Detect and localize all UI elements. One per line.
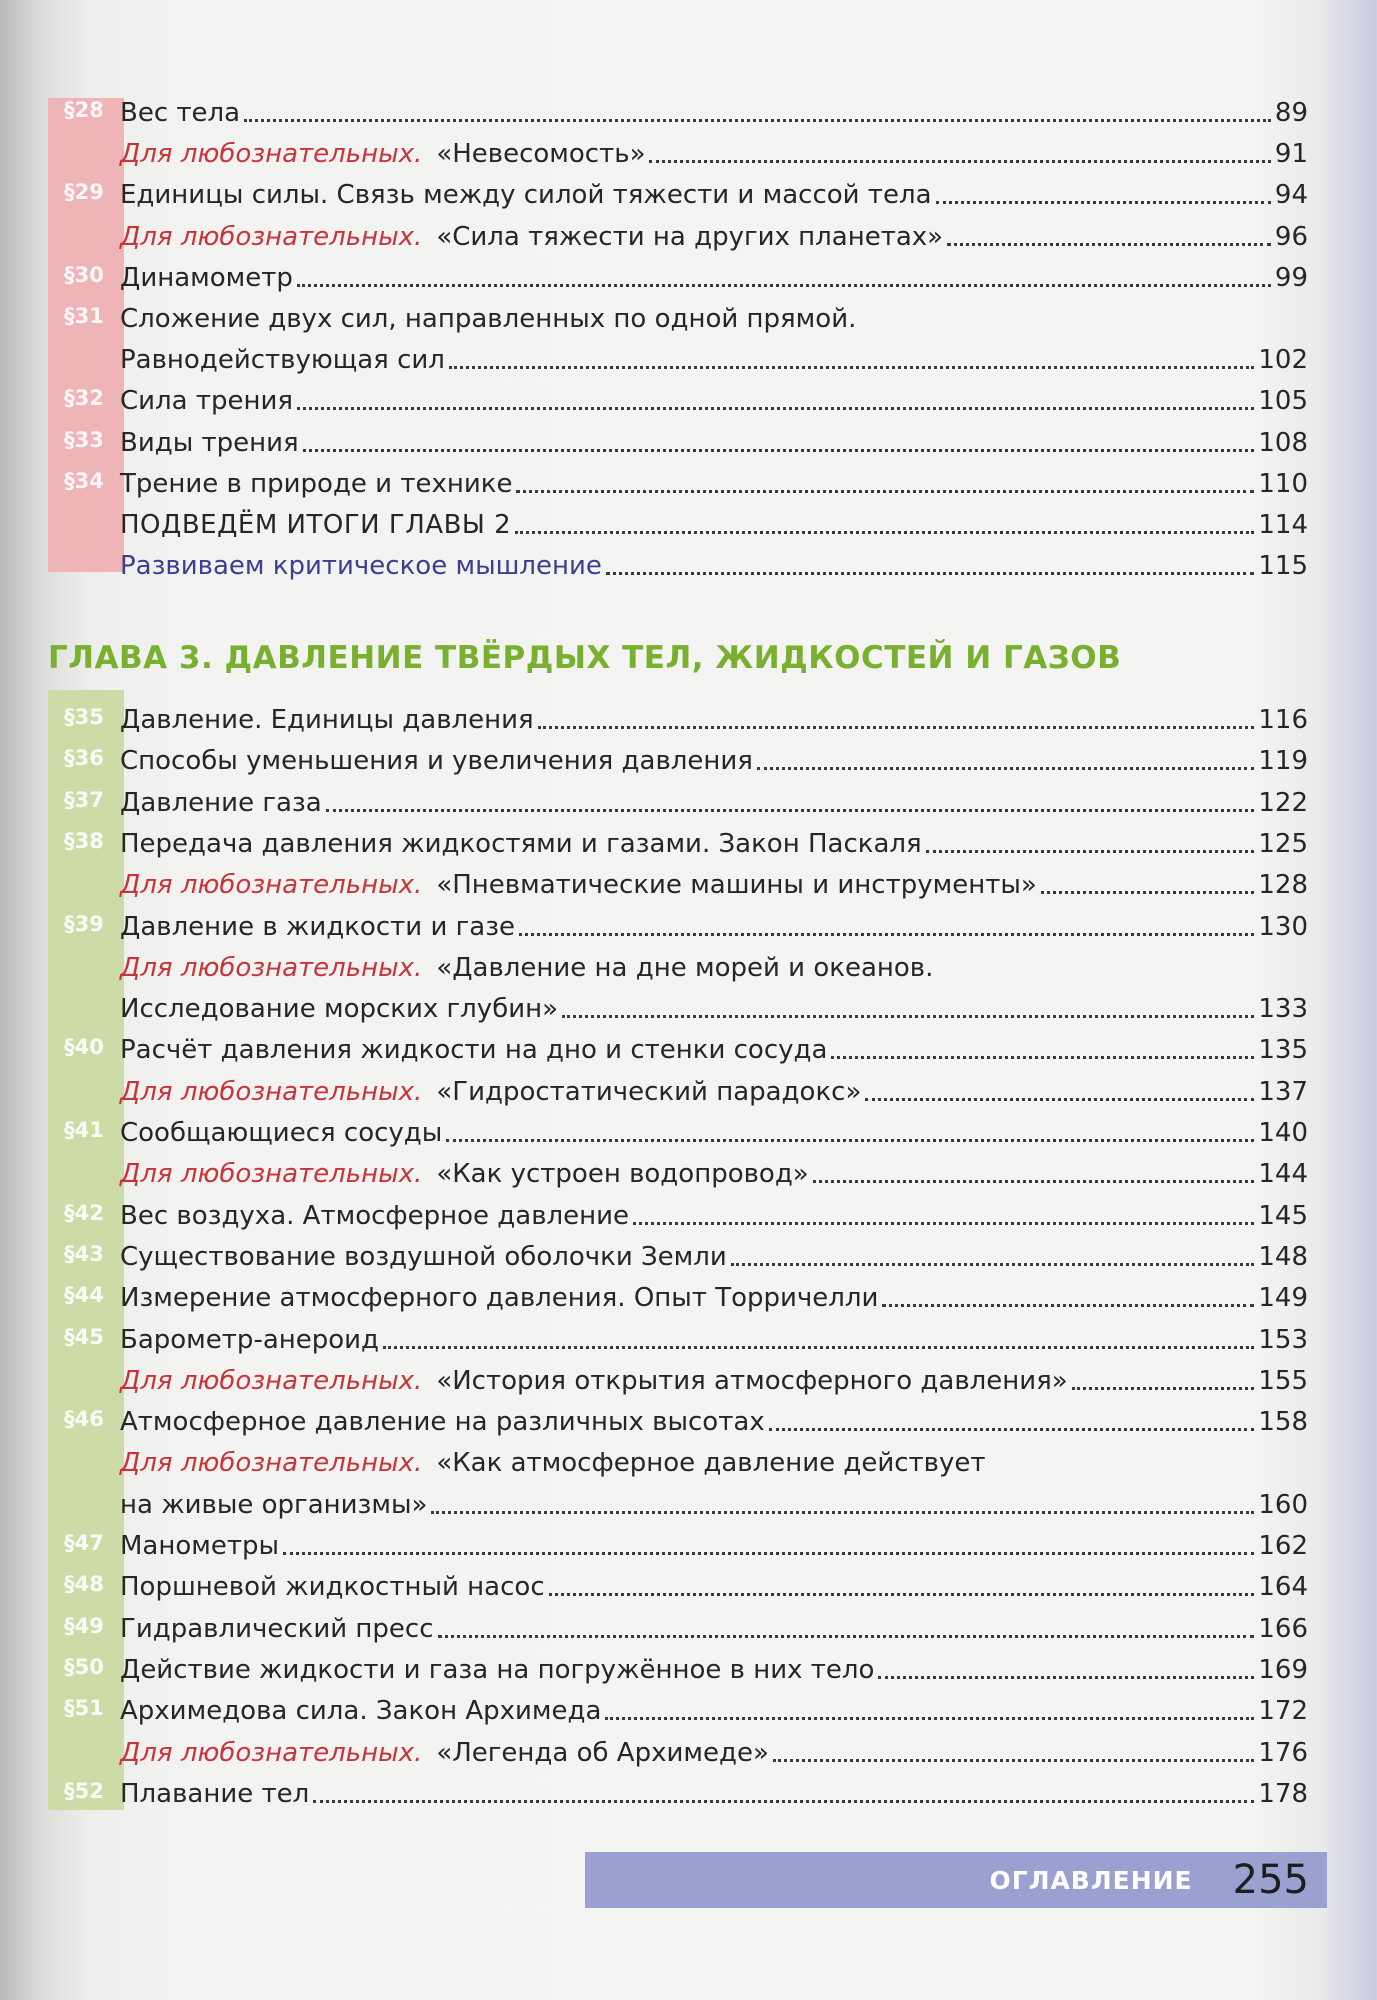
entry-title: Единицы силы. Связь между силой тяжести и массой тела [120, 180, 932, 211]
leader-dots [649, 160, 1270, 163]
entry-text [120, 178, 1308, 212]
toc-entry [48, 543, 1308, 583]
entry-page: 96 [1274, 221, 1308, 252]
toc-entry [48, 1193, 1308, 1233]
leader-dots [605, 1717, 1254, 1720]
entry-title: Сила трения [120, 386, 294, 417]
section-number: §40 [64, 1035, 104, 1060]
entry-title: Архимедова сила. Закон Архимеда [120, 1696, 602, 1727]
entry-page: 166 [1258, 1613, 1308, 1644]
section-number: §36 [64, 746, 104, 771]
toc-entry [48, 738, 1308, 778]
leader-dots [438, 1635, 1255, 1638]
section-number: §44 [64, 1283, 104, 1308]
section-number [48, 246, 120, 254]
entry-page: 105 [1258, 386, 1308, 417]
section-number: §47 [64, 1531, 104, 1555]
entry-title: Способы уменьшения и увеличения давления [120, 746, 753, 777]
section-number: §34 [64, 468, 104, 493]
section-number [48, 977, 120, 985]
entry-page: 145 [1258, 1200, 1308, 1231]
section-number: §31 [64, 304, 104, 328]
leader-dots [633, 1222, 1254, 1225]
section-number: §30 [64, 262, 104, 287]
entry-text [120, 703, 1308, 737]
entry-text [120, 1405, 1308, 1439]
section-number [48, 1101, 120, 1109]
entry-page: 108 [1258, 427, 1308, 458]
entry-page: 115 [1258, 551, 1308, 582]
entry-title: Измерение атмосферного давления. Опыт Торричелли [120, 1283, 879, 1314]
entry-title: Сообщающиеся сосуды [120, 1118, 443, 1148]
section-number: §51 [64, 1696, 104, 1721]
entry-title: Равнодействующая сил [120, 345, 445, 376]
section-number [48, 1514, 120, 1522]
toc-entry [48, 1606, 1308, 1646]
leader-dots [882, 1304, 1254, 1307]
entry-title: Поршневой жидкостный насос [120, 1572, 545, 1603]
entry-page: 122 [1258, 787, 1308, 818]
entry-page: 153 [1258, 1324, 1308, 1355]
curious-tag: Для любознательных. [120, 952, 423, 983]
entry-page: 99 [1274, 262, 1308, 293]
entry-title: Давление. Единицы давления [120, 705, 534, 735]
leader-dots [926, 850, 1255, 853]
leader-dots [731, 1263, 1255, 1266]
toc-entry [48, 1027, 1308, 1067]
entry-text [120, 384, 1308, 418]
footer-label: ОГЛАВЛЕНИЕ [989, 1865, 1193, 1895]
entry-text [120, 951, 1308, 985]
section-number: §37 [64, 787, 104, 812]
entry-text [120, 96, 1308, 130]
section-number [48, 369, 120, 377]
entry-title: Развиваем критическое мышление [120, 551, 602, 582]
entry-text [120, 1199, 1308, 1233]
toc-entry [48, 1523, 1308, 1563]
entry-title: «Сила тяжести на других планетах» [436, 221, 944, 252]
entry-text [120, 261, 1308, 295]
entry-text [120, 744, 1308, 778]
leader-dots [283, 1552, 1254, 1555]
entry-page: 130 [1258, 911, 1308, 942]
section-number: §52 [64, 1778, 104, 1803]
toc-entry [48, 1110, 1308, 1150]
entry-page: 164 [1258, 1572, 1308, 1603]
entry-text [120, 1446, 1308, 1480]
section-number: §46 [64, 1407, 104, 1432]
entry-title: Расчёт давления жидкости на дно и стенки сосуда [120, 1035, 828, 1066]
toc-entry [48, 1069, 1308, 1109]
entry-page: 169 [1258, 1654, 1308, 1685]
toc-entry [48, 821, 1308, 861]
entry-text [120, 1033, 1308, 1067]
section-number: §38 [64, 828, 104, 853]
entry-title: «Пневматические машины и инструменты» [436, 870, 1037, 901]
toc-entry [48, 378, 1308, 418]
entry-text [120, 1694, 1308, 1728]
entry-text [120, 1157, 1308, 1191]
entry-page: 178 [1258, 1778, 1308, 1809]
toc-entry [48, 1399, 1308, 1439]
section-number [48, 1390, 120, 1398]
leader-dots [936, 201, 1271, 204]
leader-dots [516, 490, 1254, 493]
leader-dots [769, 1428, 1255, 1431]
entry-page: 119 [1258, 746, 1308, 777]
curious-tag: Для любознательных. [120, 221, 423, 252]
entry-page: 149 [1258, 1283, 1308, 1314]
entry-text [120, 137, 1308, 171]
entry-title: «Давление на дне морей и океанов. [436, 952, 934, 983]
section-number [48, 534, 120, 542]
toc-entry [48, 697, 1308, 737]
entry-text [120, 1777, 1308, 1811]
section-number [48, 1472, 120, 1480]
section-number: §33 [64, 427, 104, 452]
leader-dots [549, 1593, 1255, 1596]
entry-text [120, 302, 1308, 336]
toc-entry [48, 337, 1308, 377]
toc-entry [48, 172, 1308, 212]
section-number: §39 [64, 911, 104, 936]
entry-title: Вес воздуха. Атмосферное давление [120, 1200, 630, 1231]
section-number [48, 1183, 120, 1191]
section-number: §45 [64, 1324, 104, 1349]
entry-page: 133 [1258, 994, 1308, 1025]
footer-bar [585, 1852, 1327, 1908]
entry-page: 140 [1258, 1118, 1308, 1148]
leader-dots [313, 1800, 1254, 1803]
entry-page: 158 [1258, 1407, 1308, 1438]
leader-dots [865, 1098, 1254, 1101]
toc-entry [48, 214, 1308, 254]
entry-title: «Невесомость» [436, 139, 646, 170]
toc-entry [48, 420, 1308, 460]
toc-entry [48, 1688, 1308, 1728]
entry-text [120, 1529, 1308, 1563]
entry-title: Давление газа [120, 787, 322, 818]
toc-entry [48, 461, 1308, 501]
entry-text [120, 1075, 1308, 1109]
entry-title: «Гидростатический парадокс» [436, 1076, 862, 1107]
entry-page: 114 [1258, 510, 1308, 540]
curious-tag: Для любознательных. [120, 1365, 423, 1396]
leader-dots [519, 933, 1254, 936]
entry-title: «История открытия атмосферного давления» [436, 1365, 1068, 1396]
entry-title: Передача давления жидкостями и газами. Закон Паскаля [120, 828, 922, 859]
curious-tag: Для любознательных. [120, 139, 423, 170]
leader-dots [757, 767, 1254, 770]
entry-text [120, 1570, 1308, 1604]
leader-dots [813, 1180, 1255, 1183]
toc-entry [48, 131, 1308, 171]
entry-title: Динамометр [120, 262, 293, 293]
leader-dots [606, 572, 1254, 575]
entry-page: 176 [1258, 1737, 1308, 1768]
toc-entry [48, 945, 1308, 985]
entry-title: Давление в жидкости и газе [120, 911, 516, 942]
entry-page: 144 [1258, 1159, 1308, 1190]
toc-entry [48, 90, 1308, 130]
leader-dots [1072, 1387, 1255, 1390]
section-number: §32 [64, 386, 104, 411]
toc-entry [48, 1358, 1308, 1398]
leader-dots [297, 407, 1254, 410]
entry-text [120, 467, 1308, 501]
entry-page: 128 [1258, 870, 1308, 901]
toc-entry [48, 1151, 1308, 1191]
entry-page: 102 [1258, 345, 1308, 376]
entry-text [120, 1323, 1308, 1357]
entry-page: 172 [1258, 1696, 1308, 1727]
entry-title: Исследование морских глубин» [120, 994, 559, 1025]
toc-entry [48, 1647, 1308, 1687]
toc-entry [48, 1564, 1308, 1604]
entry-text [120, 1240, 1308, 1274]
entry-title: Вес тела [120, 98, 241, 128]
entry-page: 125 [1258, 828, 1308, 859]
leader-dots [326, 809, 1255, 812]
curious-tag: Для любознательных. [120, 1737, 423, 1768]
toc-entry [48, 296, 1308, 336]
section-number: §48 [64, 1572, 104, 1597]
toc-entry [48, 986, 1308, 1026]
section-number [48, 894, 120, 902]
entry-title: «Как атмосферное давление действует [436, 1448, 986, 1479]
leader-dots [562, 1015, 1254, 1018]
toc-entry [48, 1275, 1308, 1315]
toc-entry [48, 255, 1308, 295]
entry-title: Плавание тел [120, 1778, 310, 1809]
leader-dots [383, 1346, 1254, 1349]
section-number [48, 163, 120, 171]
entry-title: Действие жидкости и газа на погружённое в них тело [120, 1654, 875, 1685]
toc-entry [48, 1234, 1308, 1274]
entry-text [120, 1281, 1308, 1315]
entry-page: 160 [1258, 1489, 1308, 1520]
page-number: 255 [1232, 1857, 1309, 1903]
section-number: §43 [64, 1241, 104, 1266]
toc-entry [48, 1317, 1308, 1357]
entry-text [120, 992, 1308, 1026]
entry-page: 116 [1258, 705, 1308, 735]
leader-dots [538, 726, 1255, 729]
section-number: §28 [64, 98, 104, 122]
entry-page: 135 [1258, 1035, 1308, 1066]
leader-dots [831, 1056, 1254, 1059]
toc-entry [48, 904, 1308, 944]
curious-tag: Для любознательных. [120, 1076, 423, 1107]
leader-dots [244, 119, 1271, 122]
entry-title: Трение в природе и технике [120, 468, 513, 499]
entry-title: ПОДВЕДЁМ ИТОГИ ГЛАВЫ 2 [120, 510, 512, 540]
leader-dots [446, 1139, 1254, 1142]
leader-dots [947, 243, 1271, 246]
toc-entry [48, 1771, 1308, 1811]
entry-page: 137 [1258, 1076, 1308, 1107]
leader-dots [303, 449, 1255, 452]
leader-dots [773, 1759, 1254, 1762]
entry-text [120, 827, 1308, 861]
toc-entry [48, 1482, 1308, 1522]
curious-tag: Для любознательных. [120, 870, 423, 901]
entry-title: Гидравлический пресс [120, 1613, 434, 1644]
section-number: §42 [64, 1200, 104, 1225]
curious-tag: Для любознательных. [120, 1448, 423, 1479]
entry-text [120, 508, 1308, 542]
entry-page: 148 [1258, 1241, 1308, 1272]
entry-text [120, 220, 1308, 254]
curious-tag: Для любознательных. [120, 1159, 423, 1190]
entry-text [120, 1488, 1308, 1522]
entry-page: 91 [1274, 139, 1308, 170]
section-number: §49 [64, 1613, 104, 1638]
entry-title: Барометр-анероид [120, 1324, 380, 1355]
entry-text [120, 549, 1308, 583]
leader-dots [449, 366, 1254, 369]
section-number [48, 575, 120, 583]
entry-text [120, 1364, 1308, 1398]
toc-entry [48, 1440, 1308, 1480]
toc-entry [48, 1730, 1308, 1770]
entry-text [120, 1736, 1308, 1770]
leader-dots [515, 531, 1254, 534]
leader-dots [431, 1511, 1254, 1514]
section-number [48, 1762, 120, 1770]
entry-text [120, 1116, 1308, 1150]
toc-entry [48, 502, 1308, 542]
leader-dots [1041, 891, 1255, 894]
toc-entry [48, 862, 1308, 902]
entry-page: 89 [1274, 98, 1308, 128]
entry-text [120, 426, 1308, 460]
entry-text [120, 1653, 1308, 1687]
entry-title: Виды трения [120, 427, 299, 458]
entry-text [120, 1612, 1308, 1646]
entry-page: 94 [1274, 180, 1308, 211]
page-edge [1327, 0, 1377, 2000]
entry-page: 155 [1258, 1365, 1308, 1396]
entry-title: Манометры [120, 1531, 280, 1561]
entry-title: «Как устроен водопровод» [436, 1159, 809, 1190]
section-number: §50 [64, 1654, 104, 1679]
entry-page: 110 [1258, 468, 1308, 499]
chapter3-heading: ГЛАВА 3. ДАВЛЕНИЕ ТВЁРДЫХ ТЕЛ, ЖИДКОСТЕЙ И ГАЗОВ [48, 640, 1122, 676]
leader-dots [878, 1676, 1254, 1679]
entry-title: «Легенда об Архимеде» [436, 1737, 769, 1768]
section-number: §29 [64, 180, 104, 205]
section-number: §35 [64, 705, 104, 729]
entry-text [120, 868, 1308, 902]
section-number [48, 1018, 120, 1026]
entry-title: Сложение двух сил, направленных по одной прямой. [120, 304, 857, 334]
entry-page: 162 [1258, 1531, 1308, 1561]
leader-dots [297, 284, 1271, 287]
entry-text [120, 343, 1308, 377]
entry-title: Существование воздушной оболочки Земли [120, 1241, 727, 1272]
entry-text [120, 910, 1308, 944]
entry-title: Атмосферное давление на различных высотах [120, 1407, 765, 1438]
entry-text [120, 786, 1308, 820]
entry-title: на живые организмы» [120, 1489, 428, 1520]
section-number: §41 [64, 1118, 104, 1142]
toc-entry [48, 780, 1308, 820]
